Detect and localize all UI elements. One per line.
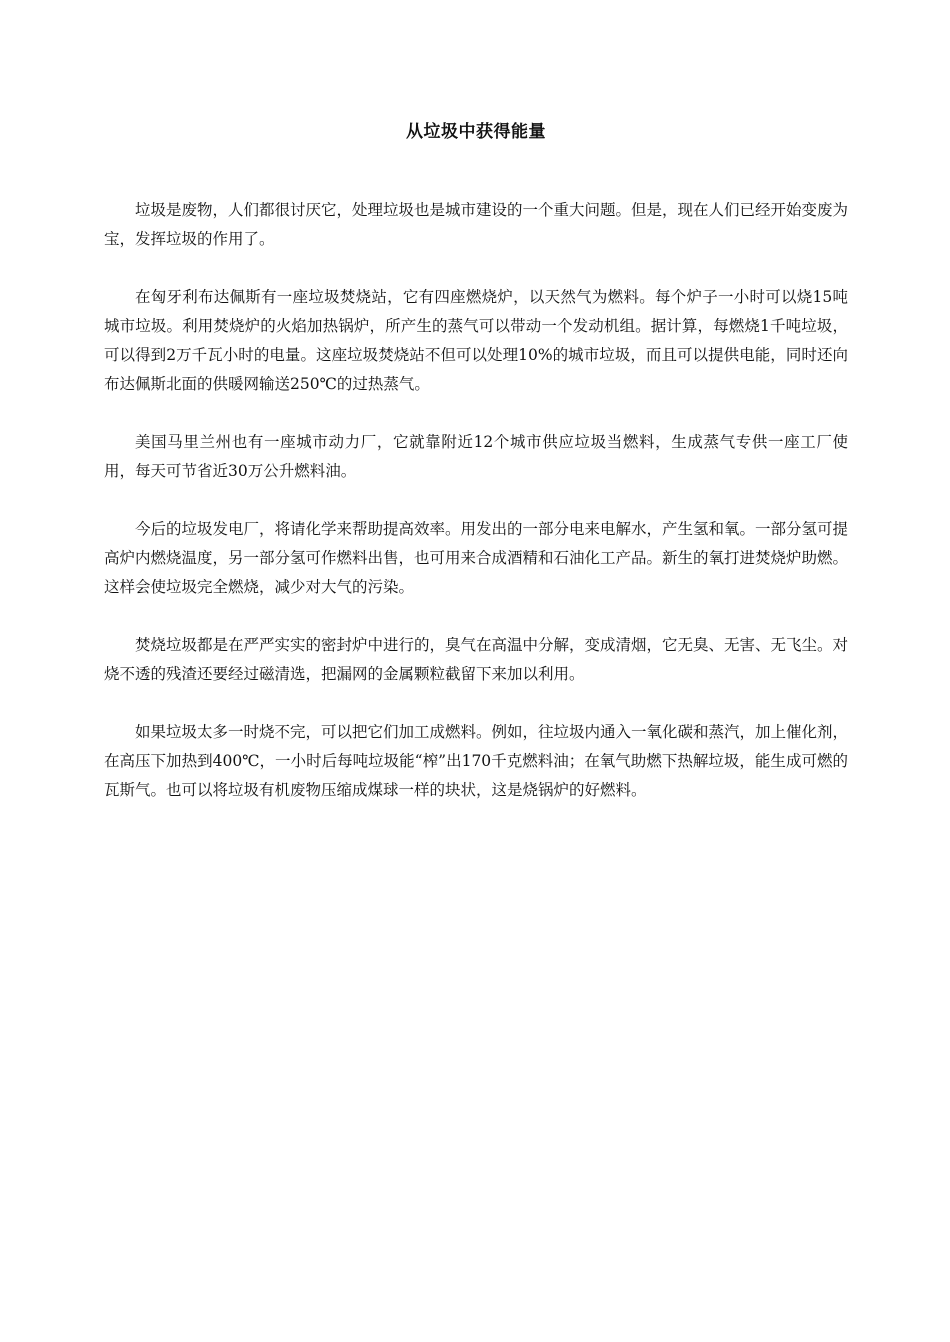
paragraph-sealed-furnace: 焚烧垃圾都是在严严实实的密封炉中进行的，臭气在高温中分解，变成清烟，它无臭、无害、无飞尘。对烧不透的残渣还要经过磁清选，把漏网的金属颗粒截留下来加以利用。 <box>104 636 849 683</box>
paragraph-fuel-processing: 如果垃圾太多一时烧不完，可以把它们加工成燃料。例如，往垃圾内通入一氧化碳和蒸汽，加上催化剂，在高压下加热到400℃，一小时后每吨垃圾能“榨”出170千克燃料油；在氧气助燃下热解垃圾，能生成可燃的瓦斯气。也可以将垃圾有机废物压缩成煤球一样的块状，这是烧锅炉的好燃料。 <box>104 723 849 799</box>
document-title: 从垃圾中获得能量 <box>406 122 546 142</box>
paragraph-intro: 垃圾是废物，人们都很讨厌它，处理垃圾也是城市建设的一个重大问题。但是，现在人们已经开始变废为宝，发挥垃圾的作用了。 <box>104 201 849 248</box>
paragraph-maryland: 美国马里兰州也有一座城市动力厂，它就靠附近12个城市供应垃圾当燃料，生成蒸气专供一座工厂使用，每天可节省近30万公升燃料油。 <box>104 433 848 480</box>
paragraph-budapest: 在匈牙利布达佩斯有一座垃圾焚烧站，它有四座燃烧炉，以天然气为燃料。每个炉子一小时可以烧15吨城市垃圾。利用焚烧炉的火焰加热锅炉，所产生的蒸气可以带动一个发动机组。据计算，每燃烧1千吨垃圾，可以得到2万千瓦小时的电量。这座垃圾焚烧站不但可以处理10%的城市垃圾，而且可以提供电能，同时还向布达佩斯北面的供暖网输送250℃的过热蒸气。 <box>104 288 848 393</box>
paragraph-future-plants: 今后的垃圾发电厂，将请化学来帮助提高效率。用发出的一部分电来电解水，产生氢和氧。一部分氢可提高炉内燃烧温度，另一部分氢可作燃料出售，也可用来合成酒精和石油化工产品。新生的氧打进焚烧炉助燃。这样会使垃圾完全燃烧，减少对大气的污染。 <box>104 520 849 596</box>
document-body <box>104 120 848 834</box>
